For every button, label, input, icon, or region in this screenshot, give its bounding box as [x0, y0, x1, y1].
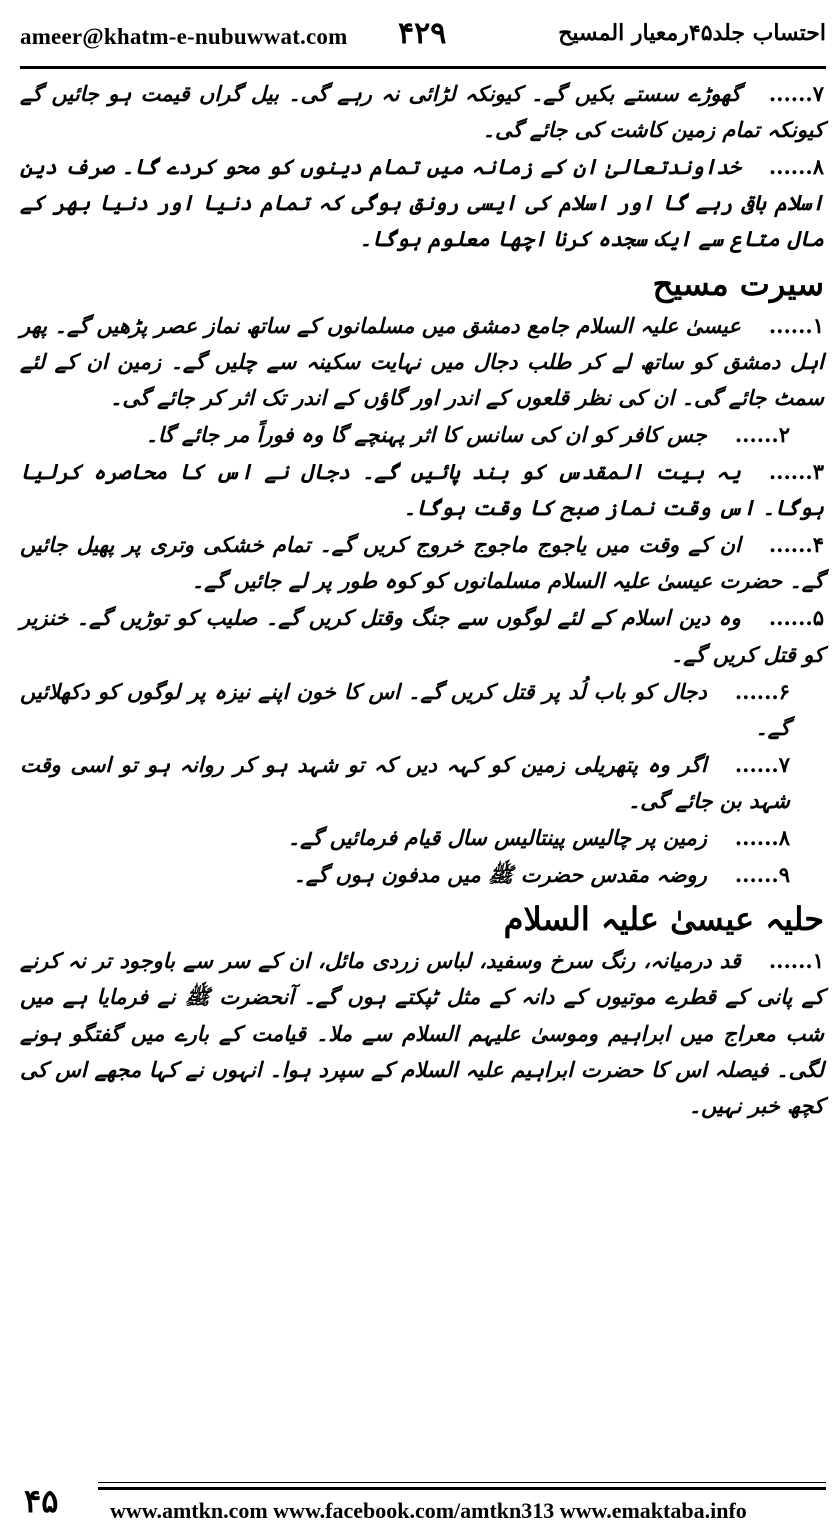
seerat-item-7	[20, 747, 824, 819]
hulya-item-1	[20, 943, 824, 1124]
item-text: عیسیٰ علیہ السلام جامع دمشق میں مسلمانوں کے ساتھ نماز عصر پڑھیں گے۔ پھر اہل دمشق کو ساتھ لے کر طلب دجال میں نہایت سکینہ سے چلیں گے۔ زمین ان کے لئے سمٹ جائے گی۔ ان کی نظر قلعوں کے اندر اور گاؤں کے اندر تک اثر کر جائے گی۔	[20, 312, 824, 410]
footer-rule-thin	[98, 1482, 826, 1483]
seerat-item-3	[20, 454, 824, 526]
seerat-item-9	[20, 857, 824, 893]
item-text: قد درمیانہ، رنگ سرخ وسفید، لباس زردی مائل، ان کے سر سے باوجود تر نہ کرنے کے پانی کے قطرے موتیوں کے دانہ کے مثل ٹپکتے ہوں گے۔ آنحضرت ﷺ نے فرمایا ہے میں شب معراج میں ابراہیم وموسیٰ علیہم السلام سے ملا۔ قیامت کے بارے میں گفتگو ہونے لگی۔ فیصلہ اس کا حضرت ابراہیم علیہ السلام کے سپرد ہوا۔ انہوں نے کہا مجھے اس کی کچھ خبر نہیں۔	[20, 948, 824, 1118]
item-text: دجال کو باب لُد پر قتل کریں گے۔ اس کا خون اپنے نیزہ پر لوگوں کو دکھلائیں گے۔	[20, 678, 790, 740]
item-text: ان کے وقت میں یاجوج ماجوج خروج کریں گے۔ تمام خشکی وتری پر پھیل جائیں گے۔ حضرت عیسیٰ علیہ السلام مسلمانوں کو کوہ طور پر لے جائیں گے۔	[20, 532, 824, 594]
seerat-item-1	[20, 308, 824, 416]
footer-rule-thick	[98, 1487, 826, 1490]
paragraph-7	[20, 76, 824, 148]
paragraph-number: ۷......	[768, 81, 824, 106]
item-number: ۶......	[734, 678, 790, 704]
paragraph-text: خداوندتعالیٰ ان کے زمانہ میں تمام دینوں کو محو کردے گا۔ صرف دین اسلام باقی رہے گا اور اسلام کی ایسی رونق ہوگی کہ تمام دنیا اور دنیا بھر کے مال متاع سے ایک سجدہ کرنا اچھا معلوم ہوگا۔	[20, 154, 824, 252]
section-heading-hulya: حلیہ عیسیٰ علیہ السلام	[503, 900, 824, 939]
paragraph-number: ۸......	[768, 154, 824, 180]
seerat-item-4	[20, 527, 824, 599]
item-number: ۹......	[734, 862, 790, 888]
footer-links: www.amtkn.com www.facebook.com/amtkn313 www.emaktaba.info	[110, 1498, 747, 1523]
item-number: ۱......	[768, 312, 824, 338]
seerat-item-5	[20, 600, 824, 672]
page-footer	[20, 1482, 826, 1534]
item-number: ۳......	[768, 458, 824, 484]
page-body	[20, 76, 824, 1125]
page-header	[20, 14, 826, 62]
item-number: ۷......	[734, 751, 790, 777]
item-number: ۴......	[768, 532, 824, 558]
item-text: اگر وہ پتھریلی زمین کو کہہ دیں کہ تو شہد ہو کر روانہ ہو تو اسی وقت شہد بن جائے گی۔	[20, 751, 790, 813]
item-number: ۵......	[768, 605, 824, 631]
item-text: یہ بیت المقدس کو بند پائیں گے۔ دجال نے اس کا محاصرہ کرلیا ہوگا۔ اس وقت نماز صبح کا وقت ہوگا۔	[20, 458, 824, 521]
header-book-title: احتساب جلد۴۵رمعیار المسیح	[558, 20, 826, 46]
item-number: ۲......	[734, 421, 790, 447]
item-text: روضہ مقدس حضرت ﷺ میں مدفون ہوں گے۔	[293, 862, 707, 888]
item-text: جس کافر کو ان کی سانس کا اثر پہنچے گا وہ فوراً مر جائے گا۔	[145, 421, 707, 447]
item-number: ۱......	[768, 948, 824, 974]
seerat-item-6	[20, 674, 824, 746]
section-heading-seerat: سیرت مسیح	[652, 264, 824, 303]
footer-page-number: ۴۵	[24, 1482, 59, 1520]
item-text: زمین پر چالیس پینتالیس سال قیام فرمائیں گے۔	[287, 825, 707, 851]
item-text: وہ دین اسلام کے لئے لوگوں سے جنگ وقتل کریں گے۔ صلیب کو توڑیں گے۔ خنزیر کو قتل کریں گے۔	[20, 605, 824, 667]
seerat-item-2	[20, 417, 824, 453]
paragraph-text: گھوڑے سستے بکیں گے۔ کیونکہ لڑائی نہ رہے گی۔ بیل گراں قیمت ہو جائیں گے کیونکہ تمام زمین کاشت کی جائے گی۔	[20, 81, 824, 143]
header-email: ameer@khatm-e-nubuwwat.com	[20, 24, 348, 49]
item-number: ۸......	[734, 825, 790, 851]
paragraph-8	[20, 149, 824, 257]
header-rule	[20, 66, 826, 69]
header-page-number: ۴۲۹	[398, 16, 447, 51]
seerat-item-8	[20, 820, 824, 856]
